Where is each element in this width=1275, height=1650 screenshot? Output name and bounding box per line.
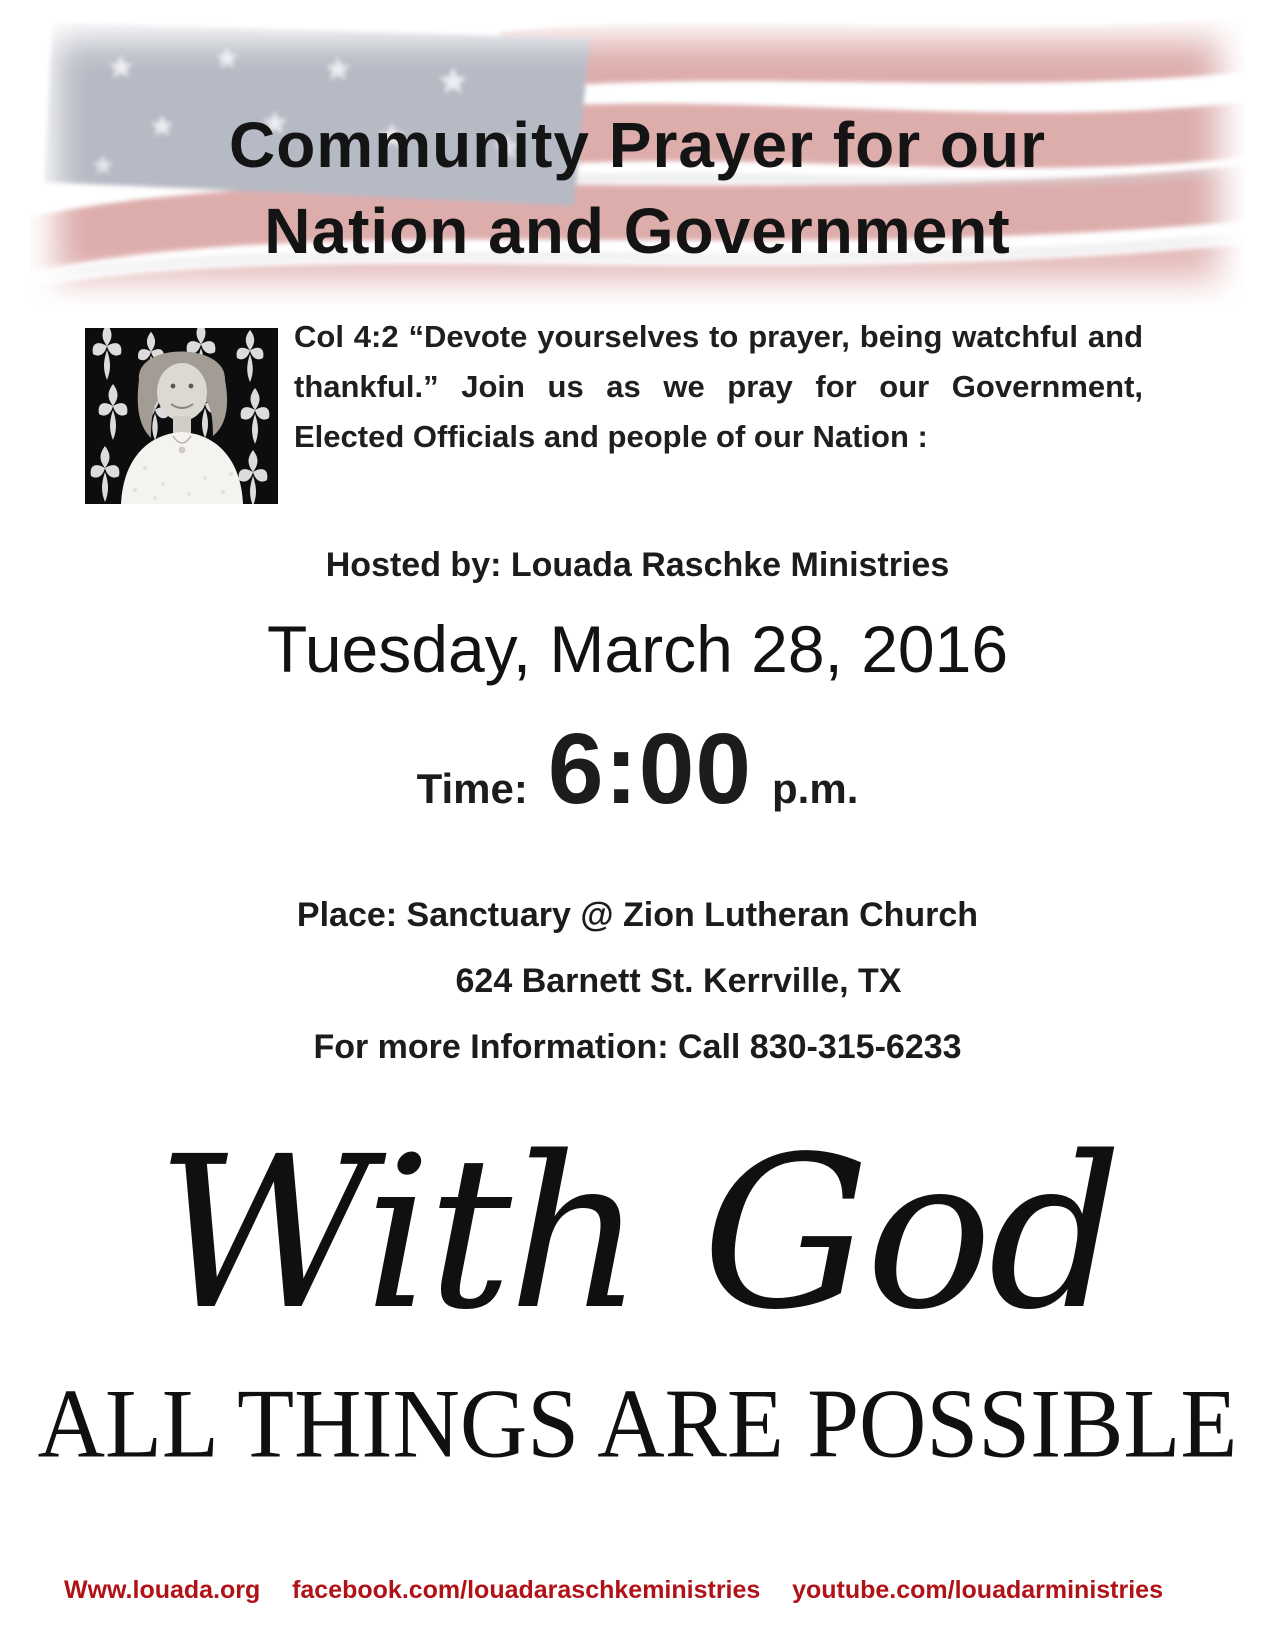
header-banner (30, 14, 1245, 306)
page-title (30, 102, 1245, 274)
page-title-line2: Nation and Government (264, 195, 1011, 267)
scripture-paragraph: Col 4:2 “Devote yourselves to prayer, being watchful and thankful.” Join us as we pray for our Government, Elected Officials and people of our Nation : (294, 319, 1143, 454)
footer-link-youtube: youtube.com/louadarministries (792, 1576, 1163, 1604)
time-value: 6:00 (547, 713, 753, 825)
footer-link-facebook: facebook.com/louadaraschkeministries (292, 1576, 761, 1604)
address-line: 624 Barnett St. Kerrville, TX (455, 962, 902, 1000)
event-time-line (0, 712, 1275, 827)
footer-link-website: Www.louada.org (64, 1576, 261, 1604)
woman-portrait-image (85, 328, 278, 504)
info-line: For more Information: Call 830-315-6233 (313, 1028, 962, 1066)
place-line: Place: Sanctuary @ Zion Lutheran Church (296, 896, 979, 934)
event-date: Tuesday, March 28, 2016 (266, 612, 1009, 686)
portrait-photo (85, 328, 278, 504)
time-label: Time: (416, 765, 528, 812)
hosted-by-line: Hosted by: Louada Raschke Ministries (325, 546, 950, 584)
time-suffix: p.m. (772, 765, 859, 812)
intro-section (85, 312, 1143, 512)
footer-links (0, 1576, 1275, 1605)
page-title-line1: Community Prayer for our (228, 109, 1047, 181)
with-god-script-text: With God (156, 1111, 1119, 1356)
all-things-possible-text: ALL THINGS ARE POSSIBLE (37, 1370, 1238, 1479)
